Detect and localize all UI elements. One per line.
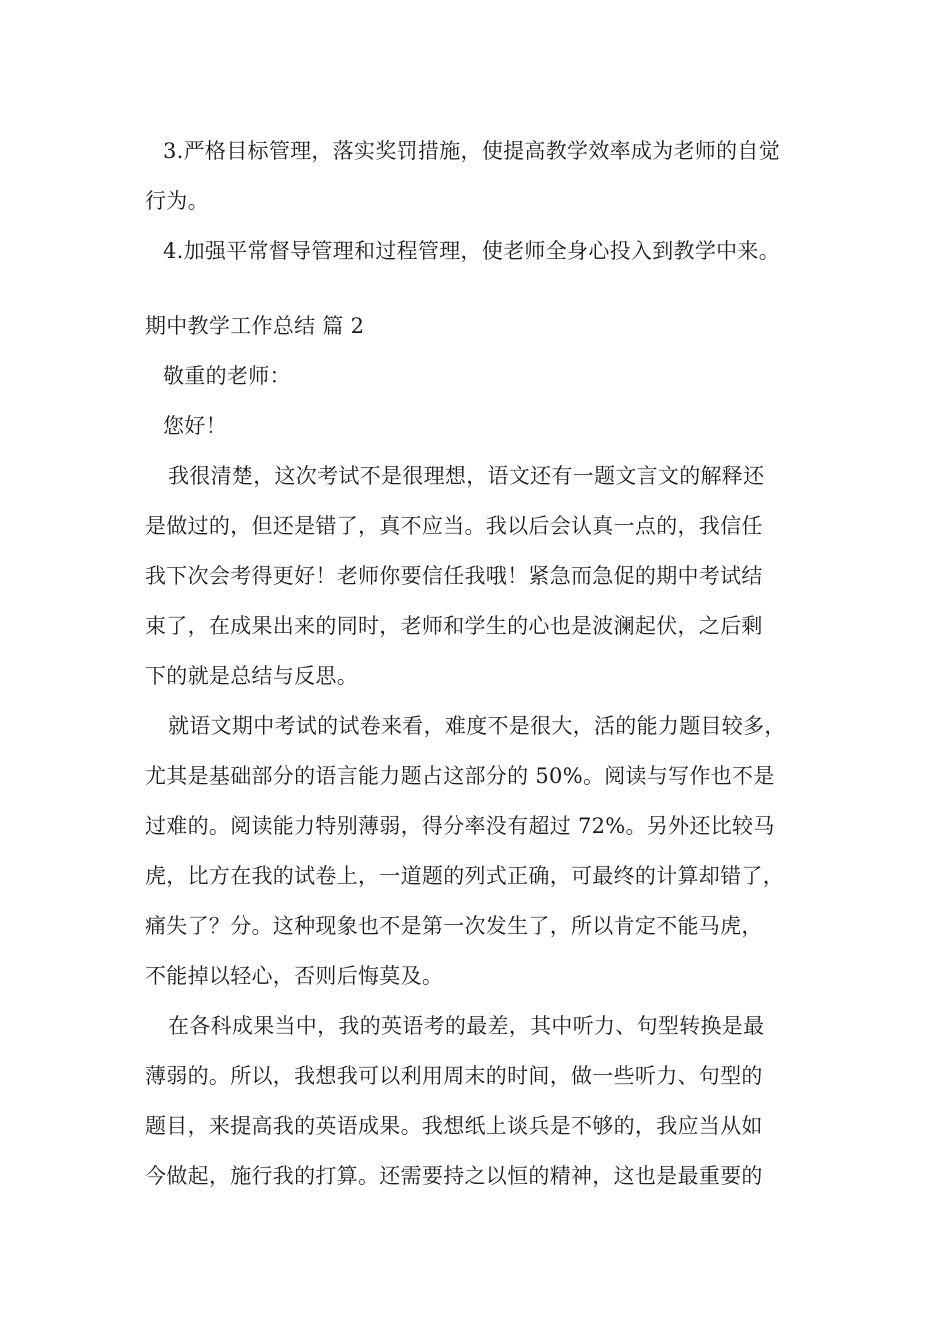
text-line: 我很清楚，这次考试不是很理想，语文还有一题文言文的解释还 [168,464,765,488]
text-line: 下的就是总结与反思。 [145,664,358,688]
text-line: 3.严格目标管理，落实奖罚措施，使提高教学效率成为老师的自觉 [163,139,781,163]
text-line: 4.加强平常督导管理和过程管理，使老师全身心投入到教学中来。 [163,239,781,263]
text-line: 薄弱的。所以，我想我可以利用周末的时间，做一些听力、句型的 [145,1064,763,1088]
text-line: 在各科成果当中，我的英语考的最差，其中听力、句型转换是最 [168,1014,765,1038]
text-line: 过难的。阅读能力特别薄弱，得分率没有超过 72%。另外还比较马 [145,814,775,838]
greeting: 您好！ [163,414,227,438]
text-line: 我下次会考得更好！老师你要信任我哦！紧急而急促的期中考试结 [145,564,763,588]
text-line: 虎，比方在我的试卷上，一道题的列式正确，可最终的计算却错了， [145,864,784,888]
salutation: 敬重的老师： [163,364,291,388]
text-line: 是做过的，但还是错了，真不应当。我以后会认真一点的，我信任 [145,514,763,538]
text-line: 不能掉以轻心，否则后悔莫及。 [145,964,444,988]
text-line: 就语文期中考试的试卷来看，难度不是很大，活的能力题目较多， [168,714,786,738]
text-line: 尤其是基础部分的语言能力题占这部分的 50%。阅读与写作也不是 [145,764,775,788]
section-heading: 期中教学工作总结 篇 2 [145,314,365,338]
text-line: 今做起，施行我的打算。还需要持之以恒的精神，这也是最重要的 [145,1164,763,1188]
text-line: 痛失了？分。这种现象也不是第一次发生了，所以肯定不能马虎， [145,914,763,938]
text-line: 题目，来提高我的英语成果。我想纸上谈兵是不够的，我应当从如 [145,1114,763,1138]
text-line: 行为。 [145,189,209,213]
text-line: 束了，在成果出来的同时，老师和学生的心也是波澜起伏，之后剩 [145,614,763,638]
